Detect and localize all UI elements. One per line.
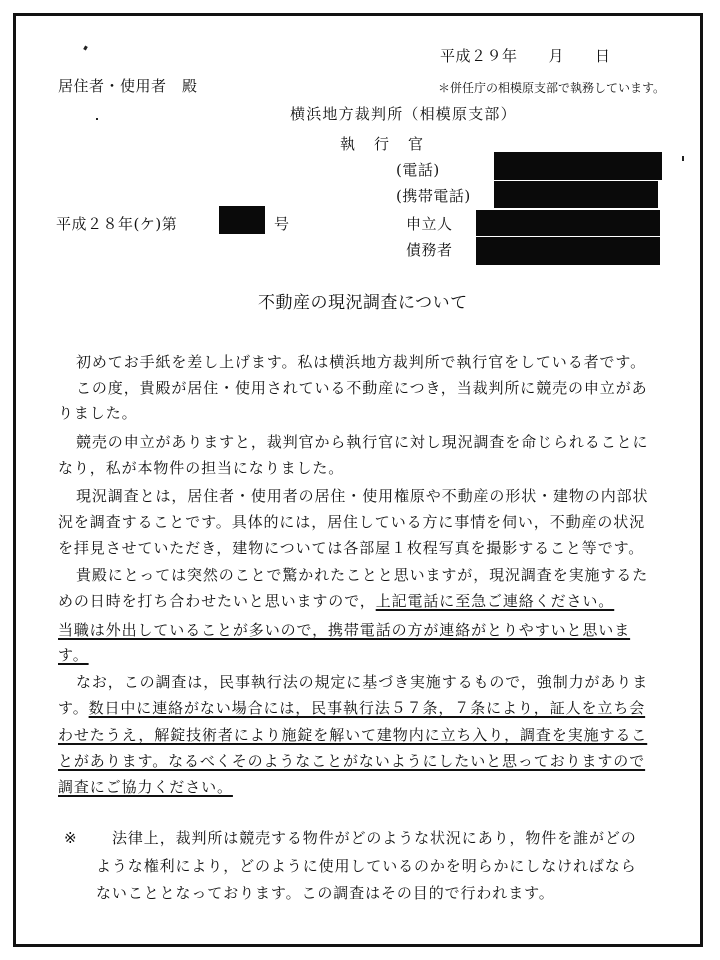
phone-label: (電話) [396,161,440,179]
paragraph-6-line-2: す。 [58,646,89,664]
paragraph-1-line-1: 初めてお手紙を差し上げます。私は横浜地方裁判所で執行官をしている者です。 [76,353,647,371]
paragraph-5-line-1: 貴殿にとっては突然のことで驚かれたことと思いますが，現況調査を実施するた [76,566,649,584]
footnote-mark: ※ [64,829,78,847]
document-title: 不動産の現況調査について [258,293,468,313]
officer-title: 執 行 官 [340,135,426,153]
speck-mark [96,118,98,120]
paragraph-6-line-1: 当職は外出していることが多いので，携帯電話の方が連絡がとりやすいと思いま [58,621,631,639]
paragraph-5-line-2 [58,591,614,611]
debtor-redaction [476,237,660,265]
paragraph-7-line-4: とがあります。なるべくそのようなことがないようにしたいと思っておりますので [58,752,646,770]
document-date: 平成２９年 月 日 [440,47,611,65]
paragraph-2-line-2: りました。 [58,404,138,422]
paragraph-4-line-3: を拝見させていただき，建物については各部屋１枚程写真を撮影すること等です。 [58,539,645,557]
paragraph-7-line-5: 調査にご協力ください。 [58,778,233,796]
paragraph-3-line-2: なり，私が本物件の担当になりました。 [58,459,345,477]
paragraph-4-line-2: 況を調査することです。具体的には，居住している方に事情を伺い，不動産の状況 [58,513,646,531]
addressee: 居住者・使用者 殿 [58,77,198,95]
speck-mark [682,156,684,161]
enforcement-warning: 数日中に連絡がない場合には，民事執行法５７条，７条により，証人を立ち会 [88,699,646,717]
debtor-label: 債務者 [406,241,453,259]
mobile-redaction [494,181,658,208]
paragraph-4-line-1: 現況調査とは，居住者・使用者の居住・使用権原や不動産の形状・建物の内部状 [76,487,649,505]
paragraph-3-line-1: 競売の申立がありますと，裁判官から執行官に対し現況調査を命じられることに [76,433,649,451]
paragraph-7-line-1: なお，この調査は，民事執行法の規定に基づき実施するもので，強制力がありま [76,673,649,691]
paragraph-7-line-2 [58,698,645,718]
paragraph-2-line-1: この度，貴殿が居住・使用されている不動産につき，当裁判所に競売の申立があ [76,379,648,397]
assignment-note: ＊併任庁の相模原支部で執務しています。 [438,81,666,95]
phone-redaction [494,152,662,180]
paragraph-7-line-3: わせたうえ，解錠技術者により施錠を解いて建物内に立ち入り，調査を実施するこ [58,726,648,744]
case-number-suffix: 号 [274,215,290,233]
footnote-line-3: ないこととなっております。この調査はその目的で行われます。 [96,884,555,902]
paragraph-5-plain-text: めの日時を打ち合わせたいと思いますので， [58,592,376,610]
petitioner-redaction [476,210,660,236]
case-number-redaction [219,206,265,234]
case-number-prefix: 平成２８年(ケ)第 [56,215,178,233]
court-name: 横浜地方裁判所（相模原支部） [290,105,517,123]
mobile-label: (携帯電話) [396,187,471,205]
petitioner-label: 申立人 [406,215,453,233]
paragraph-7-plain-text: す。 [58,699,89,717]
urgent-contact-request: 上記電話に至急ご連絡ください。 [375,592,615,610]
footnote-line-2: ような権利により，どのように使用しているのかを明らかにしなければなら [96,857,637,875]
footnote-line-1: 法律上，裁判所は競売する物件がどのような状況にあり，物件を誰がどの [112,829,637,847]
